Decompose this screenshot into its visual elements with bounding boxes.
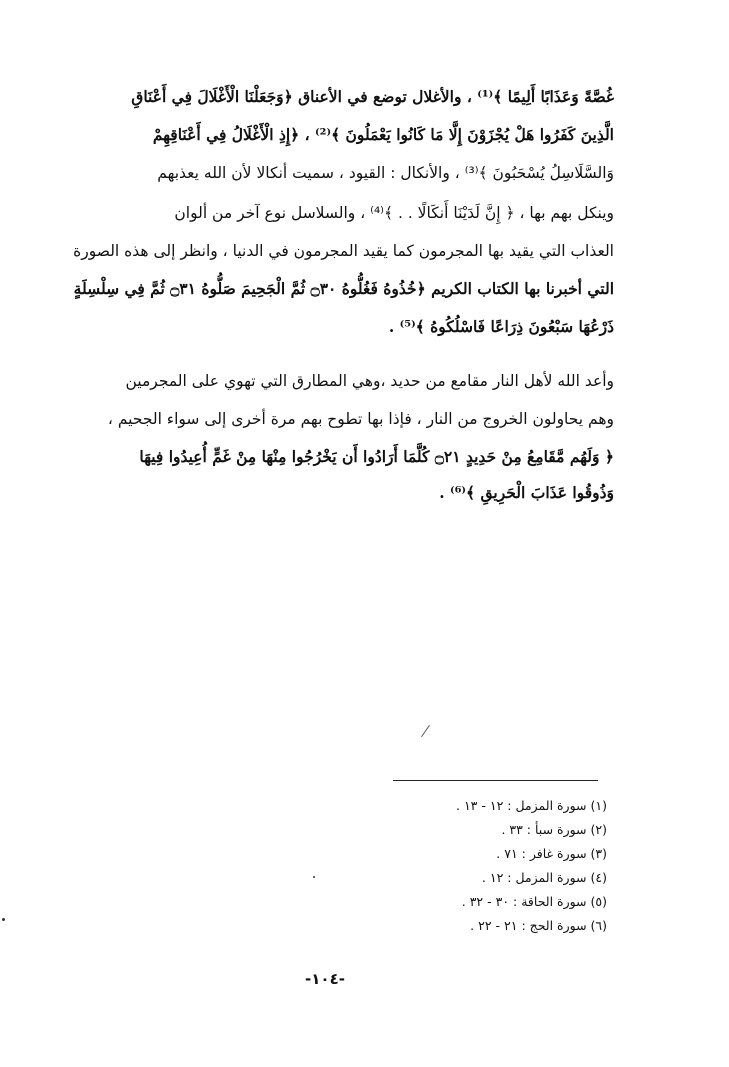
text-line: وَذُوقُوا عَذَابَ الْحَرِيقِ ﴾⁽⁶⁾ . <box>439 483 614 502</box>
footnote-item: (٢) سورة سبأ : ٣٣ . <box>501 822 607 837</box>
text-line: وأعد الله لأهل النار مقامع من حديد ،وهي المطارق التي تهوي على المجرمين <box>125 372 614 390</box>
footnote-item: (١) سورة المزمل : ١٢ - ١٣ . <box>456 798 607 813</box>
footnote-item: (٦) سورة الحج : ٢١ - ٢٢ . <box>470 918 607 933</box>
page-number: -١٠٤- <box>305 970 345 988</box>
scan-speck <box>313 876 315 878</box>
stray-pen-mark <box>421 725 430 737</box>
text-line: الَّذِينَ كَفَرُوا هَلْ يُجْزَوْنَ إِلَّا مَا كَانُوا يَعْمَلُونَ ﴾⁽²⁾ ، ﴿إِذِ الْأَغْلَالُ فِي أَعْنَاقِهِمْ <box>152 125 614 144</box>
text-line: ﴿ وَلَهُم مَّقَامِعُ مِنْ حَدِيدٍ ۝٢١ كُلَّمَا أَرَادُوا أَن يَخْرُجُوا مِنْهَا مِنْ غَمٍّ أُعِيدُوا فِيهَا <box>139 447 614 466</box>
text-line: التي أخبرنا بها الكتاب الكريم ﴿خُذُوهُ فَغُلُّوهُ ۝٣٠ ثُمَّ الْجَحِيمَ صَلُّوهُ ۝٣١ ثُمَّ فِي سِلْسِلَةٍ <box>73 279 614 298</box>
main-paragraph-2 <box>107 366 614 526</box>
footnote-item: (٣) سورة غافر : ٧١ . <box>496 846 607 861</box>
footnote-item: (٤) سورة المزمل : ١٢ . <box>481 870 607 885</box>
text-line: غُصَّةً وَعَذَابًا أَلِيمًا ﴾⁽¹⁾ ، والأغلال توضع في الأعناق ﴿وَجَعَلْنَا الْأَغْلَالَ فِي أَعْنَاقِ <box>131 87 614 106</box>
text-line: ذَرْعُهَا سَبْعُونَ ذِرَاعًا فَاسْلُكُوهُ ﴾⁽⁵⁾ . <box>388 317 614 336</box>
text-line: وينكل بهم بها ، ﴿ إِنَّ لَدَيْنَا أَنكَالًا . . ﴾⁽⁴⁾ ، والسلاسل نوع آخر من ألوان <box>174 204 614 222</box>
footnote-item: (٥) سورة الحاقة : ٣٠ - ٣٢ . <box>461 894 607 909</box>
main-paragraph-1 <box>73 82 614 352</box>
footnote-divider <box>393 780 598 781</box>
scan-speck <box>2 918 5 921</box>
text-line: وَالسَّلَاسِلُ يُسْحَبُونَ ﴾⁽³⁾ ، والأنكال : القيود ، سميت أنكالا لأن الله يعذبهم <box>157 164 614 182</box>
text-line: العذاب التي يقيد بها المجرمون كما يقيد المجرمون في الدنيا ، وانظر إلى هذه الصورة <box>73 242 614 260</box>
text-line: وهم يحاولون الخروج من النار ، فإذا بها تطوح بهم مرة أخرى إلى سواء الجحيم ، <box>107 410 614 428</box>
